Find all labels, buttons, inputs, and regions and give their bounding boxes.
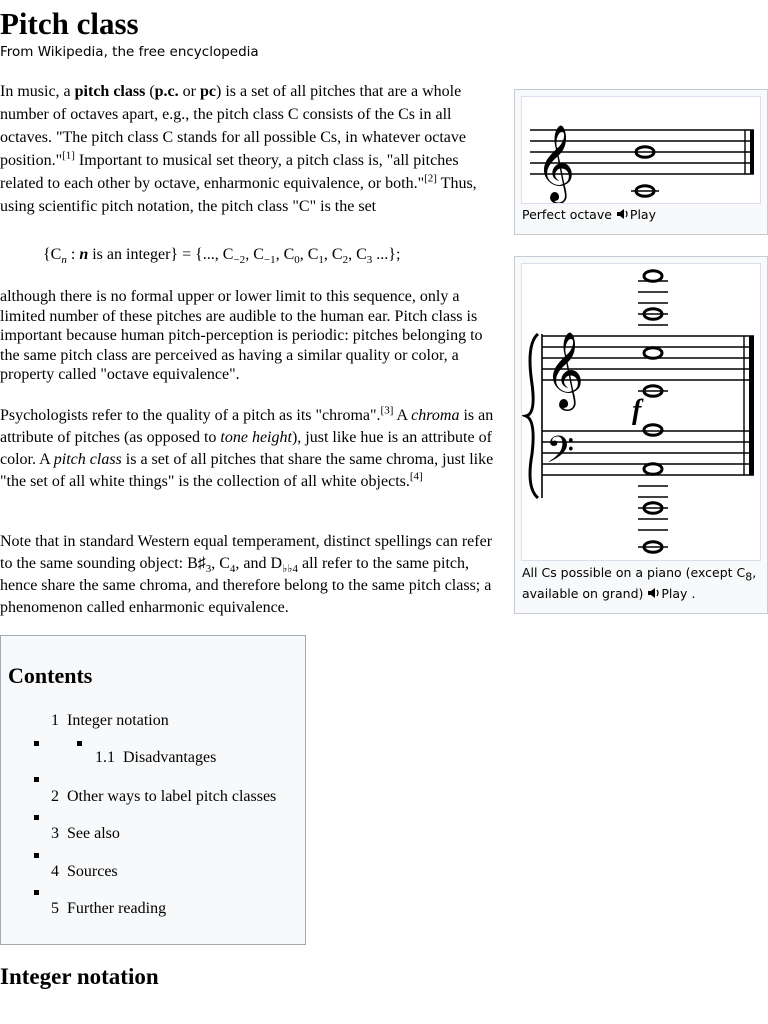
figure-caption: Perfect octave Play	[522, 204, 656, 226]
toc-item-integer-notation[interactable]: 1 Integer notation	[51, 712, 169, 729]
speaker-icon[interactable]	[616, 205, 630, 226]
toc-item-sources[interactable]: 4 Sources	[51, 863, 118, 880]
paragraph: although there is no formal upper or lower limit to this sequence, only a limited number of these pitches are audible to the human ear. Pitch class is important because human pitch-perception is periodic: pitches belonging to the same pitch class are perceived as having a similar quality or color, a property called "octave equivalence".	[0, 288, 483, 383]
toc-item-further-reading[interactable]: 5 Further reading	[51, 900, 167, 917]
intro-paragraph: In music, a pitch class (p.c. or pc) is a set of all pitches that are a whole number of octaves apart, e.g., the pitch class C consists of the Cs in all octaves. "The pitch class C stands for all possible Cs, in whatever octave position."[1] Important to musical set theory, a pitch class is, "all pitches related to each other by octave, enharmonic equivalence, or both."[2] Thus, using scientific pitch notation, the pitch class "C" is the set	[0, 83, 477, 215]
set-expression: {$C_n$ : n is an integer} = {..., $C_{-2}$, $C_{-1}$, $C_0$, $C_1$, $C_2$, $C_3$ ...};	[43, 246, 401, 267]
toc-item-see-also[interactable]: 3 See also	[51, 825, 120, 842]
ref-link[interactable]: [1]	[62, 149, 75, 162]
grand-staff-notation	[522, 264, 760, 560]
ref-link[interactable]: [4]	[409, 470, 423, 483]
treble-clef-icon: 𝄞	[536, 124, 576, 201]
ref-link[interactable]: [3]	[380, 404, 394, 417]
paragraph: Note that in standard Western equal temperament, distinct spellings can refer to the same sounding object: $B♯_3$, $C_4$, and $D_{♭♭4}$ all refer to the same pitch, hence share the same chroma, and therefore belong to the same pitch class; a phenomenon called enharmonic equivalence.	[0, 533, 493, 616]
ref-link[interactable]: [2]	[424, 172, 437, 185]
staff-notation	[522, 97, 760, 203]
paragraph: Psychologists refer to the quality of a pitch as its "chroma".[3] A chroma is an attribute of pitches (as opposed to tone height), just like hue is an attribute of color. A pitch class is a set of all pitches that share the same chroma, just like "the set of all white things" is the collection of all white objects.[4]	[0, 404, 494, 490]
treble-clef-icon: 𝄞	[545, 331, 585, 408]
play-link[interactable]: Play	[661, 586, 688, 601]
figure-all-cs	[514, 256, 768, 614]
bold-term: pitch class	[74, 83, 146, 100]
figure-perfect-octave	[514, 89, 768, 235]
section-heading: Integer notation	[0, 964, 159, 989]
list-bullet	[34, 777, 39, 782]
forte-dynamic: f	[632, 395, 642, 426]
list-bullet	[34, 741, 39, 746]
figure-caption: All Cs possible on a piano (except $C_8$, available on grand) Play .	[522, 562, 764, 605]
toc-item-other-ways[interactable]: 2 Other ways to label pitch classes	[51, 788, 277, 805]
bass-clef-icon: 𝄢	[546, 429, 575, 480]
play-link[interactable]: Play	[629, 207, 656, 222]
page-title: Pitch class	[0, 6, 139, 41]
score-image[interactable]	[521, 263, 761, 561]
table-of-contents	[0, 635, 306, 945]
list-bullet	[34, 853, 39, 858]
list-bullet	[34, 890, 39, 895]
list-bullet	[77, 741, 82, 746]
speaker-icon[interactable]	[647, 584, 661, 605]
page-subtitle: From Wikipedia, the free encyclopedia	[0, 44, 259, 60]
list-bullet	[34, 815, 39, 820]
toc-item-disadvantages[interactable]: 1.1 Disadvantages	[95, 749, 217, 766]
toc-title: Contents	[8, 663, 93, 688]
score-image[interactable]	[521, 96, 761, 204]
